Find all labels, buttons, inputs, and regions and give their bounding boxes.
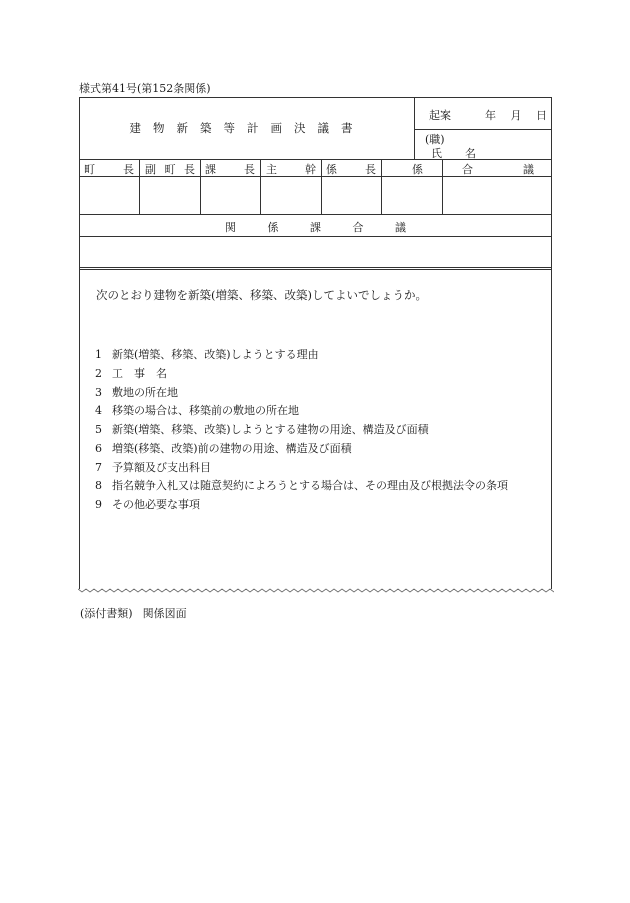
list-item: 8 指名競争入札又は随意契約によろうとする場合は、その理由及び根拠法令の条項 <box>95 479 508 493</box>
draft-date <box>485 107 547 123</box>
header-staff: 係 <box>412 163 423 176</box>
post-label: (職) <box>425 133 445 146</box>
list-item: 4 移築の場合は、移築前の敷地の所在地 <box>95 404 299 418</box>
day-label: 日 <box>536 109 547 122</box>
related-row-bottom <box>79 267 551 268</box>
torn-edge <box>78 586 554 594</box>
approval-col-divider <box>260 159 261 214</box>
approval-col-divider <box>321 159 322 214</box>
month-label: 月 <box>510 109 522 122</box>
list-item: 3 敷地の所在地 <box>95 385 178 399</box>
approval-col-divider <box>139 159 140 214</box>
header-deputy-mayor: 副 町 長 <box>145 163 195 176</box>
header-section-chief: 課 長 <box>205 163 255 176</box>
draft-label: 起案 <box>429 109 451 122</box>
table-border-right <box>551 97 552 589</box>
approval-header-top <box>79 159 551 160</box>
name-label: 氏 名 <box>431 147 482 160</box>
approval-col-divider <box>442 159 443 214</box>
item-list <box>95 346 508 515</box>
list-item: 2 工 事 名 <box>95 366 167 380</box>
list-item: 1 新築(増築、移築、改築)しようとする理由 <box>95 348 319 361</box>
list-item: 7 予算額及び支出科目 <box>95 460 211 474</box>
draft-divider <box>414 129 551 130</box>
title-divider <box>414 97 415 159</box>
attachment-label: (添付書類) <box>80 607 133 620</box>
document-title: 建物新築等計画決議書 <box>129 121 365 135</box>
year-label: 年 <box>485 109 496 122</box>
table-border-top <box>79 97 551 98</box>
intro-text: 次のとおり建物を新築(増築、移築、改築)してよいでしょうか。 <box>96 288 427 302</box>
approval-col-divider <box>381 159 382 214</box>
header-mayor: 町 長 <box>84 163 134 176</box>
approval-grid-bottom <box>79 214 551 215</box>
list-item: 9 その他必要な事項 <box>95 498 200 511</box>
list-item: 6 増築(移築、改築)前の建物の用途、構造及び面積 <box>95 441 352 455</box>
related-sections-header: 関 係 課 合 議 <box>225 221 406 234</box>
attachment-line <box>80 605 187 621</box>
form-id: 様式第41号(第152条関係) <box>79 82 211 95</box>
list-item: 5 新築(増築、移築、改築)しようとする建物の用途、構造及び面積 <box>95 423 429 436</box>
related-row-bottom-double <box>79 269 551 270</box>
approval-header-bottom <box>79 176 551 177</box>
header-consultation: 合 議 <box>462 163 534 176</box>
header-unit-chief: 係 長 <box>326 163 376 176</box>
table-border-left <box>79 97 80 589</box>
related-header-bottom <box>79 236 551 237</box>
attachment-value: 関係図面 <box>142 607 187 620</box>
approval-col-divider <box>200 159 201 214</box>
header-senior-officer: 主 幹 <box>266 163 316 176</box>
